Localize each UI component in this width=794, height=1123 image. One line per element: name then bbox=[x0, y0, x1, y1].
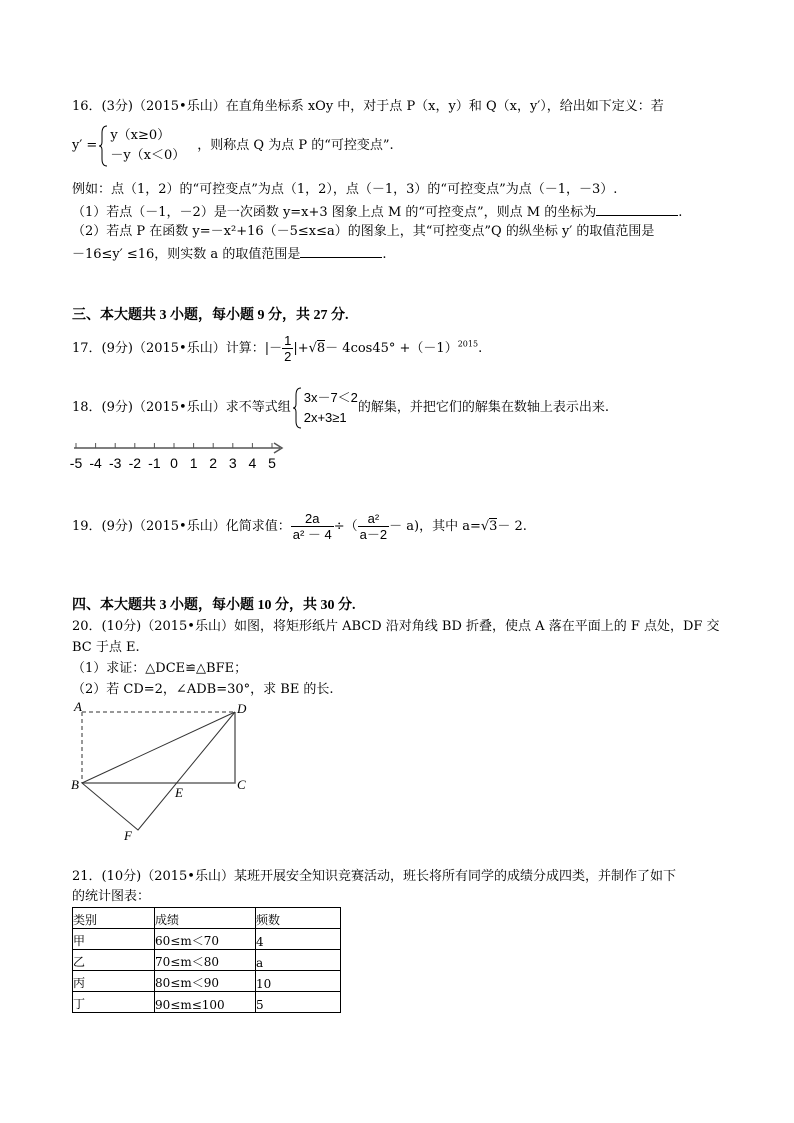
q16-end: . bbox=[678, 205, 683, 220]
q18-case2: 2x+3≥1 bbox=[303, 410, 347, 425]
label-f: F bbox=[124, 828, 132, 843]
radicand: 8 bbox=[316, 341, 326, 356]
tick-label: 0 bbox=[170, 455, 178, 471]
q16-example: 例如：点（1，2）的“可控变点”为点（1，2），点（－1，3）的“可控变点”为点（－1，－3）. bbox=[72, 182, 618, 197]
radicand: 3 bbox=[489, 519, 498, 534]
table-row bbox=[73, 950, 341, 971]
table-row bbox=[73, 929, 341, 950]
q17-prefix: 17．(9分)（2015•乐山）计算：|－ bbox=[72, 341, 283, 356]
q16-part2b-text: －16≤y′ ≤16，则实数 a 的取值范围是 bbox=[72, 247, 301, 262]
q20-part2: （2）若 CD=2，∠ADB=30°，求 BE 的长. bbox=[72, 682, 334, 697]
q20-line1: 20．(10分)（2015•乐山）如图，将矩形纸片 ABCD 沿对角线 BD 折叠，使点 A 落在平面上的 F 点处，DF 交 bbox=[72, 619, 720, 634]
cell: 10 bbox=[256, 971, 341, 992]
q18-prefix: 18．(9分)（2015•乐山）求不等式组 bbox=[72, 400, 291, 415]
cell: 丁 bbox=[73, 992, 155, 1013]
section-4-heading: 四、本大题共 3 小题，每小题 10 分，共 30 分. bbox=[72, 598, 356, 613]
cell: 丙 bbox=[73, 971, 155, 992]
numerator: 2a bbox=[291, 511, 334, 527]
label-c: C bbox=[237, 777, 246, 792]
q16-case2: －y（x＜0） bbox=[110, 148, 186, 163]
header-cell: 成绩 bbox=[155, 908, 256, 929]
q16-end: . bbox=[382, 247, 387, 262]
q18-case1: 3x－7＜2 bbox=[303, 390, 358, 405]
q16-case1: y（x≥0） bbox=[110, 128, 171, 143]
q16-line1: 16．(3分)（2015•乐山）在直角坐标系 xOy 中，对于点 P（x，y）和 Q（x，y′），给出如下定义：若 bbox=[72, 99, 664, 114]
tick-label: -4 bbox=[89, 455, 102, 471]
table-row bbox=[73, 971, 341, 992]
tick-label: 2 bbox=[209, 455, 218, 471]
exponent: 2015 bbox=[457, 339, 479, 349]
q17-mid: |+√ bbox=[293, 341, 317, 356]
cell: a bbox=[256, 950, 341, 971]
cell: 60≤m＜70 bbox=[155, 929, 256, 950]
score-table bbox=[72, 907, 341, 1013]
q16-lhs: y′ = bbox=[72, 138, 98, 153]
header-cell: 类别 bbox=[73, 908, 155, 929]
q19-end: － 2. bbox=[497, 519, 527, 534]
cell: 80≤m＜90 bbox=[155, 971, 256, 992]
tick-label: 1 bbox=[189, 455, 198, 471]
triangle-bdf bbox=[82, 712, 235, 830]
cell: 5 bbox=[256, 992, 341, 1013]
denominator: a² － 4 bbox=[292, 527, 332, 542]
q20-line2: BC 于点 E. bbox=[72, 640, 140, 655]
label-d: D bbox=[237, 701, 247, 716]
q19-div: ÷（ bbox=[333, 519, 358, 534]
q16-after: ，则称点 Q 为点 P 的“可控变点”. bbox=[197, 138, 394, 153]
q17-rest: － 4cos45° +（－1） bbox=[325, 341, 458, 356]
table-header-row bbox=[73, 908, 341, 929]
header-cell: 频数 bbox=[256, 908, 341, 929]
q17-end: . bbox=[478, 341, 483, 356]
numerator: a² bbox=[358, 511, 389, 527]
q18-suffix: 的解集，并把它们的解集在数轴上表示出来. bbox=[357, 400, 610, 415]
numerator: 1 bbox=[284, 333, 292, 348]
q16-part1-text: （1）若点（－1，－2）是一次函数 y=x+3 图象上点 M 的“可控变点”，则点 M 的坐标为 bbox=[72, 205, 597, 220]
q21-line2: 的统计图表： bbox=[72, 889, 151, 904]
tick-label: 4 bbox=[248, 455, 257, 471]
tick-label: 3 bbox=[228, 455, 237, 471]
q20-part1: （1）求证：△DCE≌△BFE； bbox=[72, 661, 248, 676]
q19-prefix: 19．(9分)（2015•乐山）化简求值： bbox=[72, 519, 291, 534]
tick-label: -5 bbox=[69, 455, 83, 471]
label-e: E bbox=[175, 785, 183, 800]
q21-line1: 21．(10分)（2015•乐山）某班开展安全知识竞赛活动，班长将所有同学的成绩分成四类，并制作了如下 bbox=[72, 869, 676, 884]
denominator: 2 bbox=[284, 349, 292, 364]
cell: 乙 bbox=[73, 950, 155, 971]
label-b: B bbox=[71, 777, 79, 792]
table-row bbox=[73, 992, 341, 1013]
tick-label: 5 bbox=[268, 455, 276, 471]
cell: 70≤m＜80 bbox=[155, 950, 256, 971]
tick-label: -1 bbox=[148, 455, 161, 471]
q16-part2a: （2）若点 P 在函数 y=－x²+16（－5≤x≤a）的图象上，其“可控变点”Q 的纵坐标 y′ 的取值范围是 bbox=[72, 224, 655, 239]
label-a: A bbox=[74, 699, 82, 714]
q19-rest: － a)，其中 a=√ bbox=[389, 519, 490, 534]
cell: 4 bbox=[256, 929, 341, 950]
section-3-heading: 三、本大题共 3 小题，每小题 9 分，共 27 分. bbox=[72, 308, 349, 323]
tick-label: -2 bbox=[128, 455, 142, 471]
cell: 90≤m≤100 bbox=[155, 992, 256, 1013]
cell: 甲 bbox=[73, 929, 155, 950]
tick-label: -3 bbox=[108, 455, 122, 471]
denominator: a－2 bbox=[359, 527, 388, 542]
